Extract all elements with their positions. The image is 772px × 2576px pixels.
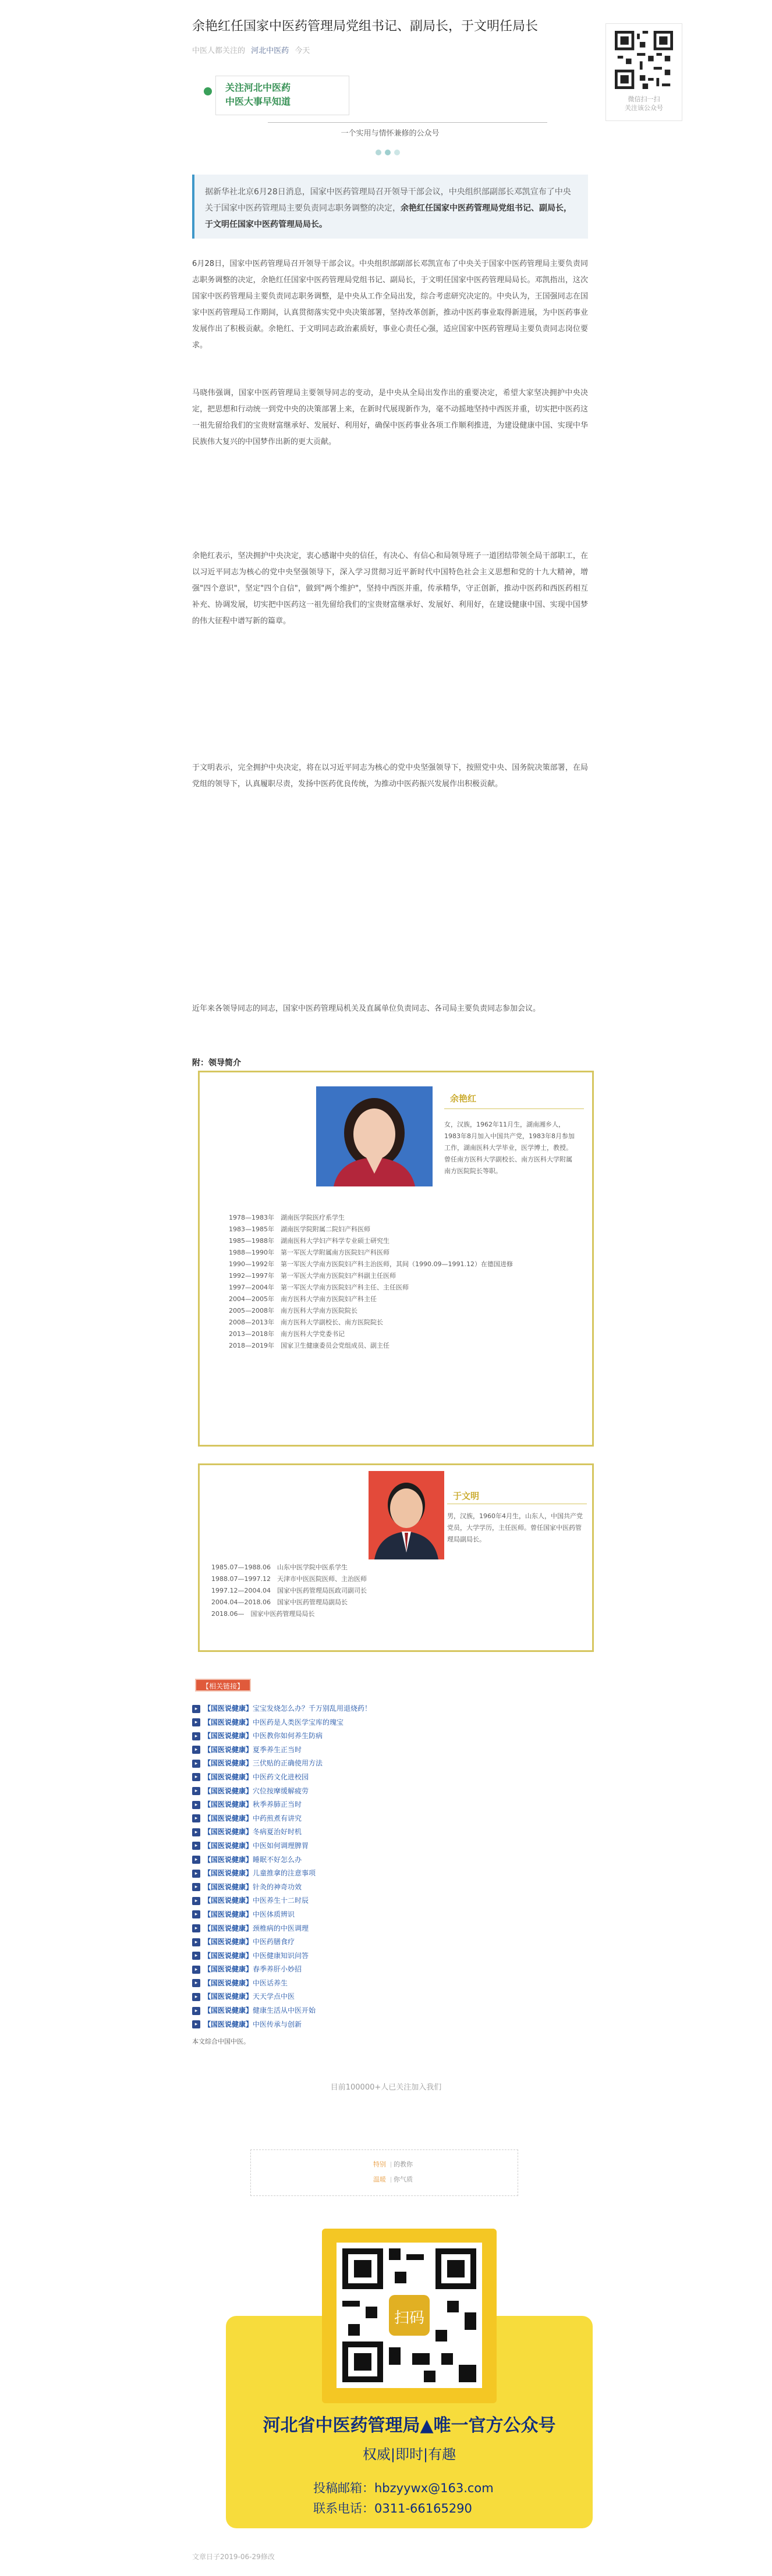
contact-phone: 联系电话：0311-66165290 bbox=[313, 2502, 472, 2515]
qr-caption-2: 关注该公众号 bbox=[625, 104, 663, 112]
link-prefix: 【国医说健康】 bbox=[204, 1704, 253, 1712]
slogan-row bbox=[373, 2159, 413, 2169]
list-item[interactable] bbox=[192, 1949, 588, 1963]
link-title[interactable]: 冬病夏治好时机 bbox=[253, 1828, 302, 1836]
meta-prefix: 中医人都关注的 bbox=[192, 47, 246, 55]
link-prefix: 【国医说健康】 bbox=[204, 1992, 253, 2001]
list-item[interactable] bbox=[192, 1785, 588, 1799]
slogan-key: 温暖 bbox=[373, 2176, 386, 2183]
banner-line-1: 关注河北中医药 bbox=[225, 82, 291, 93]
list-item[interactable] bbox=[192, 1757, 588, 1771]
bullet-icon: ▸ bbox=[192, 1705, 200, 1713]
link-prefix: 【国医说健康】 bbox=[204, 1745, 253, 1754]
slogan-box bbox=[250, 2149, 518, 2196]
portrait-photo bbox=[316, 1086, 433, 1186]
timeline-item: 2018.06— 国家中医药管理局局长 bbox=[211, 1610, 315, 1618]
list-item[interactable] bbox=[192, 1729, 588, 1743]
link-prefix: 【国医说健康】 bbox=[204, 2006, 253, 2015]
list-item[interactable] bbox=[192, 1908, 588, 1922]
link-prefix: 【国医说健康】 bbox=[204, 1759, 253, 1768]
link-title[interactable]: 颈椎病的中医调理 bbox=[253, 1924, 309, 1932]
bullet-icon: ▸ bbox=[192, 1814, 200, 1822]
link-prefix: 【国医说健康】 bbox=[204, 1978, 253, 1987]
slogan-value: 的教你 bbox=[394, 2161, 413, 2168]
bullet-icon: ▸ bbox=[192, 2007, 200, 2015]
contact-email: 投稿邮箱：hbzyywx@163.com bbox=[313, 2481, 494, 2495]
bullet-icon: ▸ bbox=[192, 1746, 200, 1754]
promo-poster bbox=[226, 2229, 593, 2528]
bullet-icon: ▸ bbox=[192, 1952, 200, 1960]
timeline-item: 1990—1992年 第一军医大学南方医院妇产科主治医师，其间（1990.09—1991.12）在德国进修 bbox=[229, 1260, 513, 1268]
link-title[interactable]: 中医教你如何养生防病 bbox=[253, 1732, 323, 1740]
bullet-icon: ▸ bbox=[192, 1760, 200, 1768]
qr-code-icon bbox=[337, 2243, 482, 2388]
profile-bio: 女，汉族，1962年11月生，湖南湘乡人，1983年8月加入中国共产党，1983年8月参加工作，湖南医科大学毕业，医学博士，教授。曾任南方医科大学副校长、南方医科大学附属南方医院院长等职。 bbox=[444, 1121, 575, 1175]
bullet-icon: ▸ bbox=[192, 1828, 200, 1836]
link-title[interactable]: 中医养生十二时辰 bbox=[253, 1896, 309, 1905]
link-prefix: 【国医说健康】 bbox=[204, 1965, 253, 1974]
link-prefix: 【国医说健康】 bbox=[204, 1855, 253, 1864]
related-links-tag: 【相关链接】 bbox=[195, 1679, 251, 1692]
list-item[interactable] bbox=[192, 1853, 588, 1867]
timeline-item: 2008—2013年 南方医科大学副校长、南方医院院长 bbox=[229, 1319, 383, 1326]
link-prefix: 【国医说健康】 bbox=[204, 1732, 253, 1740]
profile-timeline bbox=[229, 1212, 578, 1352]
link-title[interactable]: 天天学点中医 bbox=[253, 1992, 295, 2001]
link-title[interactable]: 穴位按摩缓解疲劳 bbox=[253, 1786, 309, 1795]
qr-caption-1: 微信扫一扫 bbox=[628, 95, 660, 103]
banner-caption: 一个实用与情怀兼修的公众号 bbox=[341, 129, 440, 138]
timeline-item: 2004—2005年 南方医科大学南方医院妇产科主任 bbox=[229, 1295, 377, 1303]
list-item[interactable] bbox=[192, 1716, 588, 1730]
timeline-item: 1978—1983年 湖南医学院医疗系学生 bbox=[229, 1214, 345, 1221]
link-prefix: 【国医说健康】 bbox=[204, 1869, 253, 1878]
publish-time: 今天 bbox=[295, 47, 310, 55]
list-item[interactable] bbox=[192, 2018, 588, 2032]
link-title[interactable]: 中医药是人类医学宝库的瑰宝 bbox=[253, 1718, 344, 1726]
link-title[interactable]: 中医传承与创新 bbox=[253, 2020, 302, 2028]
bullet-icon: ▸ bbox=[192, 1870, 200, 1878]
lead-notice bbox=[192, 175, 588, 239]
related-links-list bbox=[192, 1702, 588, 2031]
bullet-icon: ▸ bbox=[192, 1773, 200, 1781]
leaf-icon bbox=[204, 87, 212, 95]
bullet-icon: ▸ bbox=[192, 1966, 200, 1974]
timeline-item: 1997—2004年 第一军医大学南方医院妇产科主任、主任医师 bbox=[229, 1284, 409, 1291]
bullet-icon: ▸ bbox=[192, 1979, 200, 1987]
paragraph-5: 近年来各领导同志的同志，国家中医药管理局机关及直属单位负责同志、各司局主要负责同志参加会议。 bbox=[192, 1004, 541, 1013]
paragraph-1: 6月28日，国家中医药管理局召开领导干部会议。中央组织部副部长邓凯宣布了中央关于国家中医药管理局主要负责同志职务调整的决定，余艳红任国家中医药管理局党组书记、副局长，于文明任国家中医药管理局局长。邓凯指出，这次国家中医药管理局主要负责同志职务调整，是中央从工作全局出发，综合考虑研究决定的。中央认为，王国强同志在国家中医药管理局工作期间，认真贯彻落实党中央决策部署，坚持改革创新，推动中医药事业取得新进展，为中医药事业发展作出了积极贡献。余艳红、于文明同志政治素质好，事业心责任心强，适应国家中医药管理局主要负责同志岗位要求。 bbox=[192, 260, 588, 350]
bullet-icon: ▸ bbox=[192, 1732, 200, 1740]
timeline-item: 2004.04—2018.06 国家中医药管理局副局长 bbox=[211, 1598, 348, 1606]
portrait-photo bbox=[369, 1471, 444, 1559]
link-prefix: 【国医说健康】 bbox=[204, 1951, 253, 1960]
profile-bio: 男，汉族，1960年4月生，山东人，中国共产党党员，大学学历，主任医师。曾任国家中医药管理局副局长。 bbox=[447, 1512, 583, 1543]
account-link[interactable]: 河北中医药 bbox=[251, 47, 289, 55]
footer-date: 文章日子2019-06-29修改 bbox=[192, 2553, 275, 2561]
poster-headline: 河北省中医药管理局▲唯一官方公众号 bbox=[263, 2415, 556, 2436]
timeline-item: 2018—2019年 国家卫生健康委员会党组成员、副主任 bbox=[229, 1342, 389, 1349]
qr-badge-text: 扫码 bbox=[394, 2309, 425, 2327]
link-title[interactable]: 中药煎煮有讲究 bbox=[253, 1814, 302, 1822]
timeline-item: 1985—1988年 湖南医科大学妇产科学专业硕士研究生 bbox=[229, 1237, 389, 1245]
link-title[interactable]: 夏季养生正当时 bbox=[253, 1745, 302, 1754]
profile-name: 余艳红 bbox=[450, 1093, 477, 1104]
list-item[interactable] bbox=[192, 1825, 588, 1839]
link-title[interactable]: 中医话养生 bbox=[253, 1978, 288, 1987]
banner-dots bbox=[376, 147, 403, 158]
bullet-icon: ▸ bbox=[192, 1787, 200, 1795]
qr-code-icon bbox=[615, 31, 673, 89]
list-item[interactable] bbox=[192, 1922, 588, 1936]
header-banner bbox=[192, 70, 588, 157]
link-prefix: 【国医说健康】 bbox=[204, 1896, 253, 1905]
list-item[interactable] bbox=[192, 1977, 588, 1991]
article-meta bbox=[192, 44, 310, 55]
link-title[interactable]: 三伏贴的正确使用方法 bbox=[253, 1759, 323, 1768]
list-item[interactable] bbox=[192, 1702, 588, 1716]
carousel-dot[interactable] bbox=[385, 150, 391, 155]
timeline-item: 1988—1990年 第一军医大学附属南方医院妇产科医师 bbox=[229, 1249, 389, 1256]
banner-box bbox=[215, 76, 349, 115]
bullet-icon: ▸ bbox=[192, 1883, 200, 1891]
link-prefix: 【国医说健康】 bbox=[204, 1786, 253, 1795]
link-title[interactable]: 秋季养肺正当时 bbox=[253, 1800, 302, 1809]
timeline-item: 1988.07—1997.12 天津市中医医院医师、主治医师 bbox=[211, 1575, 367, 1583]
list-item[interactable] bbox=[192, 1812, 588, 1826]
link-title[interactable]: 中医药膳食疗 bbox=[253, 1938, 295, 1946]
link-prefix: 【国医说健康】 bbox=[204, 1718, 253, 1726]
timeline-item: 2013—2018年 南方医科大学党委书记 bbox=[229, 1330, 345, 1338]
link-title[interactable]: 中医健康知识问答 bbox=[253, 1951, 309, 1960]
bullet-icon: ▸ bbox=[192, 1718, 200, 1726]
link-prefix: 【国医说健康】 bbox=[204, 1772, 253, 1781]
link-prefix: 【国医说健康】 bbox=[204, 1882, 253, 1891]
poster-subtitle: 权威|即时|有趣 bbox=[362, 2446, 456, 2463]
notice-text-b: 余艳红任国家中医药管理局党组书记、副局长，于文明任国家中医药管理局局长。 bbox=[205, 204, 572, 229]
link-prefix: 【国医说健康】 bbox=[204, 1924, 253, 1932]
banner-line-2: 中医大事早知道 bbox=[225, 96, 291, 107]
banner-divider bbox=[268, 122, 547, 123]
link-title[interactable]: 春季养肝小妙招 bbox=[253, 1965, 302, 1974]
profile-name: 于文明 bbox=[453, 1491, 480, 1501]
link-title[interactable]: 睡眠不好怎么办 bbox=[253, 1855, 302, 1864]
link-prefix: 【国医说健康】 bbox=[204, 1910, 253, 1918]
article-title: 余艳红任国家中医药管理局党组书记、副局长，于文明任局长 bbox=[192, 19, 539, 34]
link-prefix: 【国医说健康】 bbox=[204, 1938, 253, 1946]
join-counter: 目前100000+人已关注加入我们 bbox=[330, 2083, 442, 2092]
list-item[interactable] bbox=[192, 1798, 588, 1812]
bullet-icon: ▸ bbox=[192, 1842, 200, 1850]
timeline-item: 1997.12—2004.04 国家中医药管理局医政司副司长 bbox=[211, 1587, 367, 1594]
slogan-row bbox=[373, 2175, 413, 2184]
list-item[interactable] bbox=[192, 1881, 588, 1895]
slogan-value: 你气质 bbox=[394, 2176, 413, 2183]
list-item[interactable] bbox=[192, 1935, 588, 1949]
carousel-dot[interactable] bbox=[394, 150, 400, 155]
slogan-key: 特别 bbox=[373, 2161, 386, 2168]
link-title[interactable]: 宝宝发烧怎么办？千万别乱用退烧药！ bbox=[253, 1704, 372, 1712]
link-prefix: 【国医说健康】 bbox=[204, 1828, 253, 1836]
link-title[interactable]: 健康生活从中医开始 bbox=[253, 2006, 316, 2015]
bullet-icon: ▸ bbox=[192, 2020, 200, 2028]
profile-timeline bbox=[211, 1562, 584, 1620]
list-item[interactable] bbox=[192, 2004, 588, 2018]
bullet-icon: ▸ bbox=[192, 1938, 200, 1946]
list-item[interactable] bbox=[192, 1867, 588, 1881]
carousel-dot[interactable] bbox=[376, 150, 381, 155]
list-item[interactable] bbox=[192, 1839, 588, 1853]
bullet-icon: ▸ bbox=[192, 1897, 200, 1905]
bullet-icon: ▸ bbox=[192, 1910, 200, 1918]
timeline-item: 1992—1997年 第一军医大学南方医院妇产科副主任医师 bbox=[229, 1272, 396, 1280]
link-prefix: 【国医说健康】 bbox=[204, 1841, 253, 1850]
link-title[interactable]: 中医药文化进校园 bbox=[253, 1772, 309, 1781]
bullet-icon: ▸ bbox=[192, 1993, 200, 2001]
timeline-item: 1985.07—1988.06 山东中医学院中医系学生 bbox=[211, 1564, 348, 1571]
bullet-icon: ▸ bbox=[192, 1801, 200, 1809]
profile-card bbox=[198, 1463, 594, 1652]
timeline-item: 2005—2008年 南方医科大学南方医院院长 bbox=[229, 1307, 357, 1314]
profile-card bbox=[198, 1071, 594, 1447]
link-prefix: 【国医说健康】 bbox=[204, 1800, 253, 1809]
link-title[interactable]: 中医体质辨识 bbox=[253, 1910, 295, 1918]
source-note: 本文综合中国中医。 bbox=[192, 2038, 250, 2045]
paragraph-4: 于文明表示，完全拥护中央决定，将在以习近平同志为核心的党中央坚强领导下，按照党中央、国务院决策部署，在局党组的领导下，认真履职尽责，发扬中医药优良传统，为推动中医药振兴发展作出积极贡献。 bbox=[192, 763, 588, 788]
follow-qr-panel bbox=[605, 23, 682, 121]
list-item[interactable] bbox=[192, 1771, 588, 1785]
bullet-icon: ▸ bbox=[192, 1924, 200, 1932]
paragraph-3: 余艳红表示，坚决拥护中央决定，衷心感谢中央的信任，有决心、有信心和局领导班子一道团结带领全局干部职工，在以习近平同志为核心的党中央坚强领导下，深入学习贯彻习近平新时代中国特色社会主义思想和党的十九大精神，增强"四个意识"，坚定"四个自信"，做到"两个维护"，坚持中西医并重，传承精华，守正创新，推动中医药和西医药相互补充、协调发展，切实把中医药这一祖先留给我们的宝贵财富继承好、发展好、利用好，在建设健康中国、实现中国梦的伟大征程中谱写新的篇章。 bbox=[192, 552, 588, 626]
list-item[interactable] bbox=[192, 1894, 588, 1908]
paragraph-2: 马晓伟强调，国家中医药管理局主要领导同志的变动，是中央从全局出发作出的重要决定，希望大家坚决拥护中央决定，把思想和行动统一到党中央的决策部署上来，在新时代展现新作为，毫不动摇地坚持中西医并重，切实把中医药这一祖先留给我们的宝贵财富继承好、发展好、利用好，确保中医药事业各项工作顺利推进，为建设健康中国、实现中华民族伟大复兴的中国梦作出新的更大贡献。 bbox=[192, 389, 588, 446]
name-divider bbox=[444, 1108, 584, 1109]
list-item[interactable] bbox=[192, 1963, 588, 1977]
notice-text-a: 据新华社北京6月28日消息，国家中医药管理局召开领导干部会议，中央组织部副部长邓凯宣布了中央关于国家中医药管理局主要负责同志职务调整的决定， bbox=[205, 187, 571, 213]
list-item[interactable] bbox=[192, 1743, 588, 1757]
bullet-icon: ▸ bbox=[192, 1856, 200, 1864]
timeline-item: 1983—1985年 湖南医学院附属二院妇产科医师 bbox=[229, 1225, 370, 1233]
link-title[interactable]: 中医如何调理脾胃 bbox=[253, 1841, 309, 1850]
attachment-label: 附：领导简介 bbox=[192, 1058, 241, 1068]
link-title[interactable]: 儿童推拿的注意事项 bbox=[253, 1869, 316, 1878]
link-prefix: 【国医说健康】 bbox=[204, 1814, 253, 1822]
link-title[interactable]: 针灸的神奇功效 bbox=[253, 1882, 302, 1891]
link-prefix: 【国医说健康】 bbox=[204, 2020, 253, 2028]
list-item[interactable] bbox=[192, 1990, 588, 2004]
